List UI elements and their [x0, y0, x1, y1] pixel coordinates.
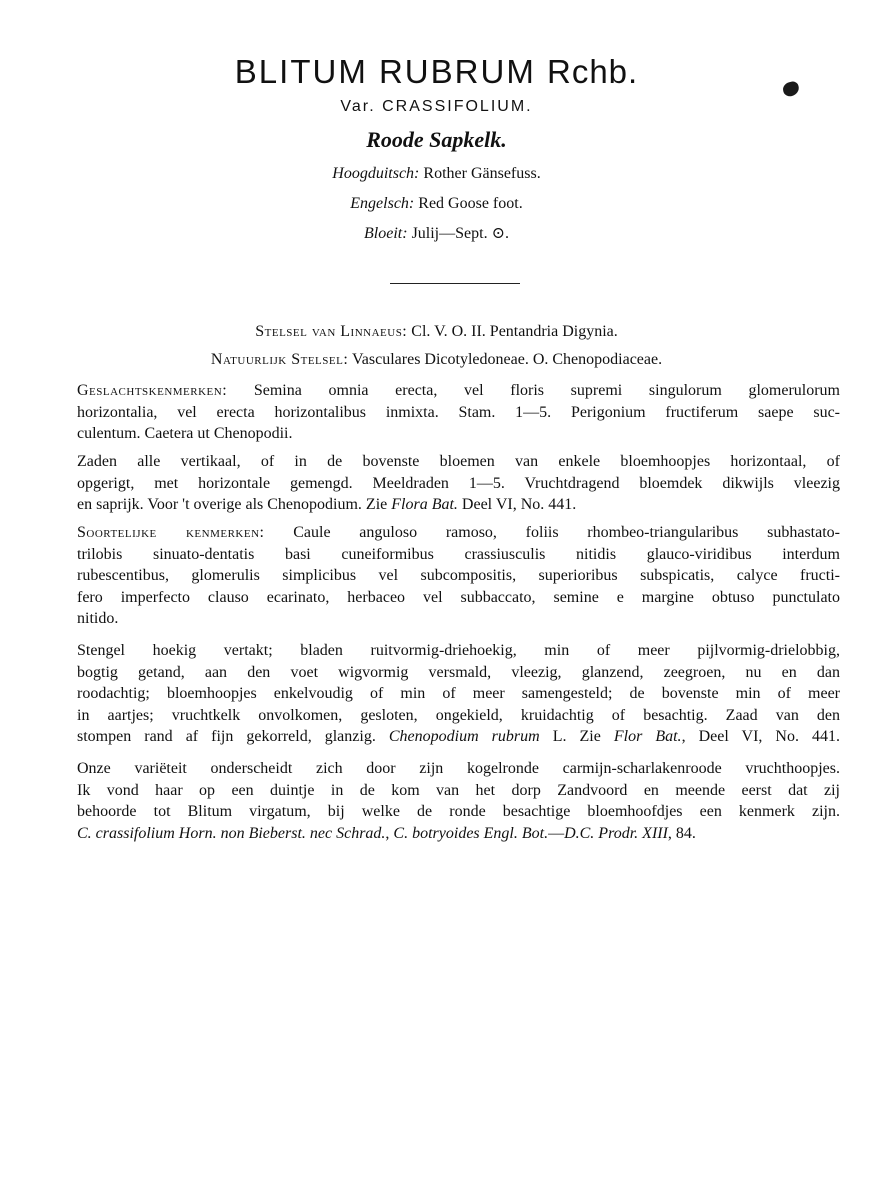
paragraph-line: opgerigt, met horizontale gemengd. Meeldraden 1—5. Vruchtdragend bloemdek dikwijls vleezig [77, 474, 840, 492]
reference-flora-bat: Flora Bat. [391, 496, 458, 513]
natural-label: Natuurlijk Stelsel: [210, 351, 349, 368]
species-label: Soortelijke kenmerken: [77, 524, 265, 541]
variety-note [77, 758, 840, 844]
paragraph-line: in aartjes; vruchtkelk onvolkomen, gesloten, ongekield, kruidachtig of besachtig. Zaad van den [77, 706, 840, 724]
linnaeus-value: Cl. V. O. II. Pentandria Digynia. [411, 323, 618, 340]
paragraph-line: Geslachtskenmerken: Semina omnia erecta, vel floris supremi singulorum glomerulorum [77, 382, 840, 399]
title-name: BLITUM RUBRUM [234, 53, 536, 90]
synonym-botryoides: C. botryoides Engl. Bot. [393, 824, 549, 842]
paragraph-line: Stengel hoekig vertakt; bladen ruitvormig-driehoekig, min of meer pijlvormig-drielobbig, [77, 642, 840, 659]
bloom-line [0, 224, 873, 244]
natural-value: Vasculares Dicotyledoneae. O. Chenopodiaceae. [352, 351, 663, 368]
paragraph-line: stompen rand af fijn gekorreld, glanzig. Chenopodium rubrum L. Zie Flor Bat., Deel VI, No. 441. [77, 728, 841, 745]
english-label: Engelsch: [350, 195, 415, 212]
synonym-dc-prodr: D.C. Prodr. XIII [564, 824, 668, 842]
paragraph-line: Onze variëteit onderscheidt zich door zijn kogelronde carmijn-scharlakenroode vruchthoopjes. [77, 760, 840, 777]
paragraph-line: horizontalia, vel erecta horizontalibus inmixta. Stam. 1—5. Perigonium fructiferum saepe suc- [77, 403, 840, 421]
english-name-line [0, 194, 873, 214]
paragraph-line: culentum. Caetera ut Chenopodii. [77, 425, 293, 442]
species-characters-latin [77, 522, 840, 630]
paragraph-line: rubescentibus, glomerulis simplicibus vel subcompositis, superioribus subspicatis, calyce fructi- [77, 567, 840, 584]
paragraph-line: en saprijk. Voor 't overige als Chenopodium. Zie Flora Bat. Deel VI, No. 441. [77, 496, 577, 513]
dutch-name: Roode Sapkelk. [366, 127, 507, 152]
paragraph-line: Ik vond haar op een duintje in de kom van het dorp Zandvoord en meende eerst dat zij [77, 781, 840, 799]
natural-system-line [0, 350, 873, 370]
paragraph-line: trilobis sinuato-dentatis basi cuneiformibus crassiusculis nitidis glauco-viridibus interdum [77, 545, 840, 563]
synonym-crassifolium: C. crassifolium Horn. non Bieberst. nec Schrad. [77, 824, 386, 842]
linnaeus-label: Stelsel van Linnaeus: [255, 323, 408, 340]
paragraph-line: Zaden alle vertikaal, of in de bovenste bloemen van enkele bloemhoopjes horizontaal, of [77, 453, 840, 470]
genus-characters-dutch [77, 451, 840, 516]
species-characters-dutch [77, 640, 840, 748]
german-name: Rother Gänsefuss. [423, 165, 541, 182]
synonyms-line: C. crassifolium Horn. non Bieberst. nec Schrad., C. botryoides Engl. Bot.—D.C. Prodr. XIII, 84. [77, 824, 696, 842]
paragraph-line: bogtig getand, aan den voet wigvormig versmald, vleezig, glanzend, zeegroen, nu en dan [77, 663, 840, 681]
reference-flor-bat: Flor Bat. [613, 728, 682, 745]
german-name-line [0, 164, 873, 184]
english-name: Red Goose foot. [418, 195, 523, 212]
reference-chenopodium-rubrum: Chenopodium rubrum [388, 728, 540, 745]
paragraph-line: roodachtig; bloemhoopjes enkelvoudig of min of meer samengesteld; de bovenste min of meer [77, 685, 840, 702]
linnaeus-system-line [0, 322, 873, 342]
paragraph-line: behoorde tot Blitum virgatum, bij welke de ronde besachtige bloemhoofdjes een kenmerk zijn. [77, 803, 840, 820]
divider-rule [390, 283, 520, 284]
genus-characters-latin [77, 380, 840, 445]
paragraph-line: Soortelijke kenmerken: Caule anguloso ramoso, foliis rhombeo-triangularibus subhastato- [77, 524, 841, 541]
bloom-value: Julij—Sept. ⊙. [411, 225, 509, 242]
german-label: Hoogduitsch: [332, 165, 420, 182]
bloom-label: Bloeit: [364, 225, 408, 242]
genus-label: Geslachtskenmerken: [77, 382, 228, 399]
species-title [0, 52, 873, 92]
title-author: Rchb. [546, 53, 639, 90]
variety-heading: Var. CRASSIFOLIUM. [340, 98, 533, 115]
paragraph-line: fero imperfecto clauso ecarinato, herbaceo vel subbaccato, semine e margine obtuso punctulato [77, 588, 840, 606]
paragraph-line: nitido. [77, 610, 119, 627]
